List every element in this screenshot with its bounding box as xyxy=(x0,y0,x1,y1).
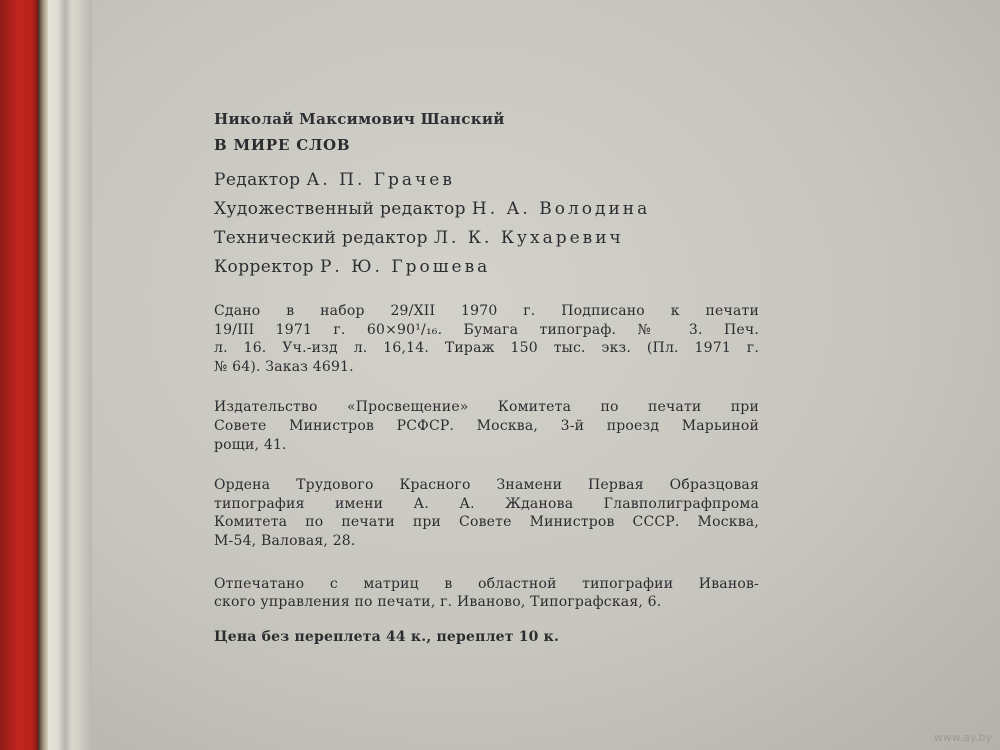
print-details-line: № 64). Заказ 4691. xyxy=(214,358,354,375)
printing-house-line: типография имени А. А. Жданова Главполиграфпрома xyxy=(214,495,759,512)
price-info xyxy=(214,628,759,647)
imprint-text xyxy=(214,110,774,646)
printing-house-line: Комитета по печати при Совете Министров СССР. Москва, xyxy=(214,514,759,531)
matrix-printing-line: Отпечатано с матриц в областной типографии Иванов- xyxy=(214,575,759,592)
print-details-line: 19/III 1971 г. 60×90¹/₁₆. Бумага типограф. № 3. Печ. xyxy=(214,321,759,338)
publisher-line: рощи, 41. xyxy=(214,436,287,453)
credit-art-editor xyxy=(214,195,774,224)
print-details-line: л. 16. Уч.-изд л. 16,14. Тираж 150 тыс. экз. (Пл. 1971 г. xyxy=(214,340,759,357)
matrix-printing-line: ского управления по печати, г. Иваново, Типографская, 6. xyxy=(214,594,662,611)
credit-role: Корректор xyxy=(214,257,314,277)
price-line: Цена без переплета 44 к., переплет 10 к. xyxy=(214,628,560,645)
page-fold-shadow xyxy=(58,0,72,750)
credit-person: Р. Ю. Грошева xyxy=(319,257,491,277)
credit-technical-editor xyxy=(214,224,774,253)
credit-editor xyxy=(214,166,774,195)
matrix-printing-info xyxy=(214,575,759,612)
book-title: В МИРЕ СЛОВ xyxy=(214,136,351,154)
credit-role: Технический редактор xyxy=(214,228,428,248)
credit-person: Н. А. Володина xyxy=(471,199,651,219)
credit-role: Художественный редактор xyxy=(214,199,466,219)
book-spine-edge xyxy=(38,0,48,750)
credits-list xyxy=(214,166,774,282)
printing-house-info xyxy=(214,476,759,550)
print-details xyxy=(214,302,759,376)
publisher-info xyxy=(214,398,759,454)
site-watermark: www.ay.by xyxy=(933,731,992,744)
print-details-line: Сдано в набор 29/XII 1970 г. Подписано к печати xyxy=(214,303,759,319)
publisher-line: Совете Министров РСФСР. Москва, 3-й проезд Марьиной xyxy=(214,417,759,434)
book-cover xyxy=(0,0,40,750)
publisher-line: Издательство «Просвещение» Комитета по печати при xyxy=(214,399,759,416)
credit-person: А. П. Грачев xyxy=(306,170,455,190)
author-name: Николай Максимович Шанский xyxy=(214,110,505,128)
credit-proofreader xyxy=(214,253,774,282)
credit-person: Л. К. Кухаревич xyxy=(433,228,624,248)
printing-house-line: М-54, Валовая, 28. xyxy=(214,532,356,549)
credit-role: Редактор xyxy=(214,170,301,190)
printing-house-line: Ордена Трудового Красного Знамени Первая Образцовая xyxy=(214,477,759,494)
